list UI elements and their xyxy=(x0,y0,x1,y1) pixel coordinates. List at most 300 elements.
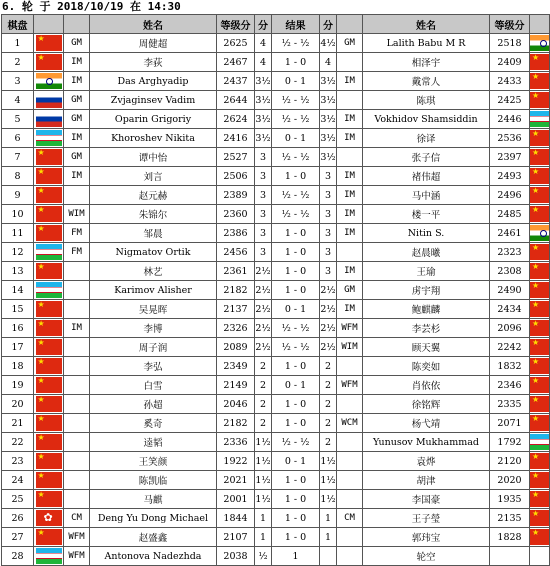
white-flag-cell xyxy=(34,148,64,167)
black-title: WFM xyxy=(337,319,363,338)
black-rating: 2518 xyxy=(490,34,530,53)
black-name: Lalith Babu M R xyxy=(363,34,490,53)
black-points: 4½ xyxy=(320,34,337,53)
black-title xyxy=(337,490,363,509)
white-points: 4 xyxy=(255,34,272,53)
black-points: 2½ xyxy=(320,281,337,300)
board-number: 28 xyxy=(2,547,34,566)
white-title: IM xyxy=(64,319,90,338)
black-title: WIM xyxy=(337,338,363,357)
result: ½ - ½ xyxy=(272,34,320,53)
white-points: 3½ xyxy=(255,72,272,91)
result: 1 - 0 xyxy=(272,243,320,262)
black-flag-cell xyxy=(530,224,550,243)
page-title: 6. 轮 于 2018/10/19 在 14:30 xyxy=(2,0,181,13)
white-flag-cell xyxy=(34,528,64,547)
black-flag-cell xyxy=(530,167,550,186)
black-points: 3½ xyxy=(320,72,337,91)
result: ½ - ½ xyxy=(272,205,320,224)
white-rating: 2644 xyxy=(217,91,255,110)
black-flag-icon xyxy=(530,320,550,336)
black-flag-icon xyxy=(530,35,550,51)
black-title: GM xyxy=(337,281,363,300)
white-flag-icon xyxy=(36,548,62,564)
white-rating: 2349 xyxy=(217,357,255,376)
black-flag-cell xyxy=(530,262,550,281)
white-flag-icon xyxy=(36,358,62,374)
result: 1 - 0 xyxy=(272,281,320,300)
result: 0 - 1 xyxy=(272,452,320,471)
black-flag-icon xyxy=(530,206,550,222)
white-rating: 2326 xyxy=(217,319,255,338)
white-flag-icon xyxy=(36,434,62,450)
black-rating: 2536 xyxy=(490,129,530,148)
white-name: 赵盛鑫 xyxy=(90,528,217,547)
white-flag-cell xyxy=(34,376,64,395)
black-flag-cell xyxy=(530,129,550,148)
black-rating: 2346 xyxy=(490,376,530,395)
black-title xyxy=(337,395,363,414)
black-flag-icon xyxy=(530,339,550,355)
white-flag-icon xyxy=(36,529,62,545)
black-name: 李国豪 xyxy=(363,490,490,509)
black-title xyxy=(337,357,363,376)
white-flag-icon xyxy=(36,54,62,70)
white-flag-cell xyxy=(34,72,64,91)
white-flag-cell xyxy=(34,262,64,281)
white-name: Antonova Nadezhda xyxy=(90,547,217,566)
white-flag-cell xyxy=(34,300,64,319)
col-black-flag xyxy=(530,15,550,34)
table-row xyxy=(2,224,550,243)
white-rating: 2386 xyxy=(217,224,255,243)
table-row xyxy=(2,490,550,509)
black-flag-cell xyxy=(530,243,550,262)
white-points: 3 xyxy=(255,186,272,205)
black-points: 3 xyxy=(320,224,337,243)
black-flag-cell xyxy=(530,72,550,91)
white-rating: 2361 xyxy=(217,262,255,281)
black-rating: 2308 xyxy=(490,262,530,281)
white-name: Deng Yu Dong Michael xyxy=(90,509,217,528)
white-flag-icon xyxy=(36,206,62,222)
white-rating: 2182 xyxy=(217,414,255,433)
black-rating: 2242 xyxy=(490,338,530,357)
white-rating: 2182 xyxy=(217,281,255,300)
white-flag-cell xyxy=(34,395,64,414)
white-name: 刘言 xyxy=(90,167,217,186)
black-flag-icon xyxy=(530,301,550,317)
white-name: 马麒 xyxy=(90,490,217,509)
white-points: 2 xyxy=(255,395,272,414)
black-flag-icon xyxy=(530,244,550,260)
black-points: 3 xyxy=(320,186,337,205)
black-name: 轮空 xyxy=(363,547,490,566)
black-points: 3 xyxy=(320,262,337,281)
black-rating: 2409 xyxy=(490,53,530,72)
black-title xyxy=(337,243,363,262)
white-rating: 2624 xyxy=(217,110,255,129)
white-flag-icon xyxy=(36,111,62,127)
white-flag-icon xyxy=(36,415,62,431)
col-white-flag xyxy=(34,15,64,34)
board-number: 5 xyxy=(2,110,34,129)
white-flag-icon xyxy=(36,377,62,393)
white-flag-icon xyxy=(36,187,62,203)
black-flag-icon xyxy=(530,377,550,393)
result: ½ - ½ xyxy=(272,91,320,110)
white-title xyxy=(64,452,90,471)
white-points: 2½ xyxy=(255,319,272,338)
white-points: 1½ xyxy=(255,490,272,509)
board-number: 4 xyxy=(2,91,34,110)
black-flag-icon xyxy=(530,149,550,165)
table-header-row xyxy=(2,15,550,34)
black-flag-cell xyxy=(530,148,550,167)
white-flag-icon xyxy=(36,130,62,146)
white-points: 2½ xyxy=(255,338,272,357)
black-title xyxy=(337,53,363,72)
black-title xyxy=(337,91,363,110)
board-number: 18 xyxy=(2,357,34,376)
black-flag-icon xyxy=(530,225,550,241)
black-name: 王子瑩 xyxy=(363,509,490,528)
white-flag-cell xyxy=(34,319,64,338)
white-name: 孙超 xyxy=(90,395,217,414)
black-rating: 2096 xyxy=(490,319,530,338)
white-points: 1½ xyxy=(255,433,272,452)
white-name: 周子润 xyxy=(90,338,217,357)
white-flag-cell xyxy=(34,110,64,129)
white-title: GM xyxy=(64,34,90,53)
white-rating: 2149 xyxy=(217,376,255,395)
board-number: 2 xyxy=(2,53,34,72)
white-title xyxy=(64,414,90,433)
white-title: CM xyxy=(64,509,90,528)
black-flag-icon xyxy=(530,282,550,298)
white-name: 李弘 xyxy=(90,357,217,376)
black-flag-cell xyxy=(530,471,550,490)
result: ½ - ½ xyxy=(272,338,320,357)
black-flag-cell xyxy=(530,528,550,547)
white-rating: 2527 xyxy=(217,148,255,167)
table-row xyxy=(2,34,550,53)
board-number: 25 xyxy=(2,490,34,509)
white-points: 2 xyxy=(255,414,272,433)
white-flag-icon xyxy=(36,73,62,89)
black-points: 3½ xyxy=(320,110,337,129)
black-name: 陈奕如 xyxy=(363,357,490,376)
black-points: 3½ xyxy=(320,129,337,148)
white-flag-cell xyxy=(34,414,64,433)
black-rating: 2323 xyxy=(490,243,530,262)
white-flag-icon xyxy=(36,244,62,260)
black-name: 徐铭辉 xyxy=(363,395,490,414)
table-row xyxy=(2,528,550,547)
board-number: 15 xyxy=(2,300,34,319)
table-body xyxy=(2,34,550,566)
black-title: IM xyxy=(337,167,363,186)
white-points: 2½ xyxy=(255,262,272,281)
black-title: IM xyxy=(337,300,363,319)
result: 1 - 0 xyxy=(272,357,320,376)
white-rating: 2001 xyxy=(217,490,255,509)
black-flag-icon xyxy=(530,92,550,108)
table-row xyxy=(2,72,550,91)
result: 1 - 0 xyxy=(272,471,320,490)
result: ½ - ½ xyxy=(272,110,320,129)
black-flag-icon xyxy=(530,472,550,488)
white-flag-cell xyxy=(34,509,64,528)
result: 0 - 1 xyxy=(272,129,320,148)
table-row xyxy=(2,319,550,338)
white-rating: 2336 xyxy=(217,433,255,452)
result: ½ - ½ xyxy=(272,433,320,452)
white-title: IM xyxy=(64,129,90,148)
black-flag-icon xyxy=(530,358,550,374)
white-flag-cell xyxy=(34,433,64,452)
board-number: 16 xyxy=(2,319,34,338)
white-title xyxy=(64,490,90,509)
white-flag-icon xyxy=(36,472,62,488)
white-title xyxy=(64,262,90,281)
white-flag-cell xyxy=(34,34,64,53)
black-points: 3 xyxy=(320,205,337,224)
result: 1 - 0 xyxy=(272,528,320,547)
white-flag-cell xyxy=(34,471,64,490)
white-flag-icon xyxy=(36,453,62,469)
white-title: GM xyxy=(64,91,90,110)
white-flag-icon xyxy=(36,92,62,108)
black-points: 1½ xyxy=(320,490,337,509)
result: ½ - ½ xyxy=(272,186,320,205)
board-number: 14 xyxy=(2,281,34,300)
white-rating: 2137 xyxy=(217,300,255,319)
black-name: 虏宇翔 xyxy=(363,281,490,300)
black-name: 袁烨 xyxy=(363,452,490,471)
col-white-rating: 等级分 xyxy=(217,15,255,34)
white-rating: 2360 xyxy=(217,205,255,224)
black-name: 李芸杉 xyxy=(363,319,490,338)
white-flag-icon xyxy=(36,339,62,355)
white-flag-icon xyxy=(36,225,62,241)
black-flag-icon xyxy=(530,187,550,203)
white-flag-cell xyxy=(34,452,64,471)
black-flag-cell xyxy=(530,53,550,72)
black-flag-icon xyxy=(530,168,550,184)
black-rating: 2461 xyxy=(490,224,530,243)
black-title xyxy=(337,528,363,547)
black-rating: 2493 xyxy=(490,167,530,186)
board-number: 8 xyxy=(2,167,34,186)
white-name: 谭中怡 xyxy=(90,148,217,167)
white-flag-cell xyxy=(34,243,64,262)
black-flag-icon xyxy=(530,453,550,469)
white-flag-cell xyxy=(34,53,64,72)
table-row xyxy=(2,205,550,224)
black-points: 3½ xyxy=(320,148,337,167)
board-number: 12 xyxy=(2,243,34,262)
black-title: IM xyxy=(337,262,363,281)
col-white-name: 姓名 xyxy=(90,15,217,34)
black-flag-icon xyxy=(530,434,550,450)
white-rating: 2089 xyxy=(217,338,255,357)
black-name: 胡津 xyxy=(363,471,490,490)
white-rating: 2389 xyxy=(217,186,255,205)
white-title xyxy=(64,433,90,452)
board-number: 22 xyxy=(2,433,34,452)
black-points: 2 xyxy=(320,395,337,414)
result: 1 - 0 xyxy=(272,414,320,433)
white-flag-icon xyxy=(36,396,62,412)
black-flag-cell xyxy=(530,186,550,205)
white-flag-cell xyxy=(34,205,64,224)
white-points: 2 xyxy=(255,357,272,376)
white-name: 陈凯临 xyxy=(90,471,217,490)
black-title: WCM xyxy=(337,414,363,433)
board-number: 11 xyxy=(2,224,34,243)
black-points: 2½ xyxy=(320,338,337,357)
white-flag-cell xyxy=(34,338,64,357)
black-name: 楼一平 xyxy=(363,205,490,224)
black-flag-cell xyxy=(530,110,550,129)
black-rating: 1935 xyxy=(490,490,530,509)
white-name: Das Arghyadip xyxy=(90,72,217,91)
white-points: ½ xyxy=(255,547,272,566)
white-flag-cell xyxy=(34,91,64,110)
white-name: 吴晃晖 xyxy=(90,300,217,319)
white-name: 邹晨 xyxy=(90,224,217,243)
white-points: 3½ xyxy=(255,110,272,129)
black-title: IM xyxy=(337,186,363,205)
result: 0 - 1 xyxy=(272,72,320,91)
col-black-points: 分 xyxy=(320,15,337,34)
white-name: 逵韬 xyxy=(90,433,217,452)
table-row xyxy=(2,471,550,490)
white-points: 2½ xyxy=(255,281,272,300)
white-rating: 2467 xyxy=(217,53,255,72)
table-row xyxy=(2,129,550,148)
black-title: IM xyxy=(337,110,363,129)
white-title xyxy=(64,186,90,205)
black-rating: 2433 xyxy=(490,72,530,91)
black-flag-cell xyxy=(530,319,550,338)
black-name: Nitin S. xyxy=(363,224,490,243)
black-name: 郭玮宝 xyxy=(363,528,490,547)
white-points: 1½ xyxy=(255,471,272,490)
black-points: 3 xyxy=(320,243,337,262)
black-flag-cell xyxy=(530,300,550,319)
black-points: 2 xyxy=(320,376,337,395)
white-rating: 2437 xyxy=(217,72,255,91)
white-title xyxy=(64,357,90,376)
black-points: 2 xyxy=(320,414,337,433)
black-points: 4 xyxy=(320,53,337,72)
black-name: 陈琪 xyxy=(363,91,490,110)
white-name: 周健超 xyxy=(90,34,217,53)
white-points: 2½ xyxy=(255,300,272,319)
board-number: 20 xyxy=(2,395,34,414)
board-number: 27 xyxy=(2,528,34,547)
black-title xyxy=(337,433,363,452)
white-flag-icon xyxy=(36,263,62,279)
board-number: 13 xyxy=(2,262,34,281)
black-points: 2 xyxy=(320,357,337,376)
black-name: Yunusov Mukhammad xyxy=(363,433,490,452)
black-title xyxy=(337,471,363,490)
col-black-name: 姓名 xyxy=(363,15,490,34)
table-row xyxy=(2,110,550,129)
black-flag-icon xyxy=(530,491,550,507)
black-flag-cell xyxy=(530,490,550,509)
black-rating: 2120 xyxy=(490,452,530,471)
black-rating: 2335 xyxy=(490,395,530,414)
black-rating: 2485 xyxy=(490,205,530,224)
white-title xyxy=(64,338,90,357)
result: 1 - 0 xyxy=(272,395,320,414)
black-rating: 2071 xyxy=(490,414,530,433)
white-flag-cell xyxy=(34,167,64,186)
result: 1 - 0 xyxy=(272,167,320,186)
white-points: 3 xyxy=(255,224,272,243)
black-title: CM xyxy=(337,509,363,528)
white-flag-cell xyxy=(34,186,64,205)
white-name: 李博 xyxy=(90,319,217,338)
col-white-points: 分 xyxy=(255,15,272,34)
black-title xyxy=(337,452,363,471)
result: 0 - 1 xyxy=(272,300,320,319)
black-flag-cell xyxy=(530,414,550,433)
table-row xyxy=(2,262,550,281)
black-flag-icon xyxy=(530,510,550,526)
black-flag-icon xyxy=(530,111,550,127)
white-title: WIM xyxy=(64,205,90,224)
white-flag-icon xyxy=(36,510,62,526)
white-title xyxy=(64,281,90,300)
black-name: 徐译 xyxy=(363,129,490,148)
result: 1 xyxy=(272,547,320,566)
white-rating: 2625 xyxy=(217,34,255,53)
black-rating: 2434 xyxy=(490,300,530,319)
white-name: 朱锦尔 xyxy=(90,205,217,224)
black-points: 3½ xyxy=(320,91,337,110)
black-title: IM xyxy=(337,129,363,148)
result: 1 - 0 xyxy=(272,224,320,243)
black-flag-icon xyxy=(530,396,550,412)
result: 1 - 0 xyxy=(272,53,320,72)
white-title: GM xyxy=(64,148,90,167)
white-rating: 2416 xyxy=(217,129,255,148)
table-row xyxy=(2,357,550,376)
black-points: 1 xyxy=(320,509,337,528)
black-name: 赵晨曦 xyxy=(363,243,490,262)
black-flag-icon xyxy=(530,54,550,70)
black-name: 顾天翼 xyxy=(363,338,490,357)
black-rating: 1832 xyxy=(490,357,530,376)
board-number: 7 xyxy=(2,148,34,167)
col-black-title xyxy=(337,15,363,34)
black-flag-icon xyxy=(530,130,550,146)
white-name: Karimov Alisher xyxy=(90,281,217,300)
white-title xyxy=(64,376,90,395)
black-flag-icon xyxy=(530,529,550,545)
table-row xyxy=(2,186,550,205)
black-flag-cell xyxy=(530,452,550,471)
black-rating: 2397 xyxy=(490,148,530,167)
black-points: 2½ xyxy=(320,300,337,319)
board-number: 10 xyxy=(2,205,34,224)
black-title: IM xyxy=(337,224,363,243)
